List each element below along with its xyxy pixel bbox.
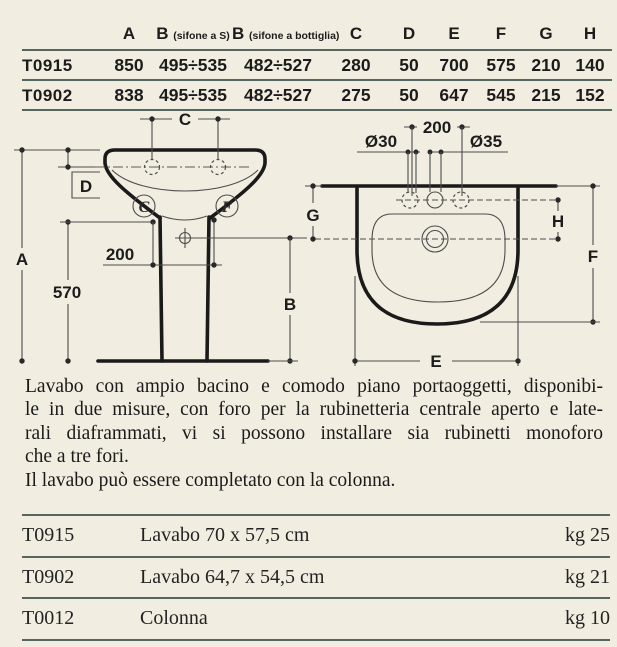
spec-value: 210	[531, 55, 561, 75]
top-view-drawing	[305, 118, 600, 371]
pedestal-left-edge	[160, 217, 162, 361]
bowl-underside-curve	[162, 216, 207, 220]
description-line: Lavabo con ampio bacino e comodo piano portaoggetti, disponibi-	[25, 376, 603, 397]
product-row	[22, 514, 610, 556]
header-letter: H	[583, 24, 597, 43]
front-view-drawing	[14, 110, 307, 364]
description-paragraph	[25, 375, 603, 492]
product-code: T0915	[22, 524, 75, 547]
spec-header-f	[478, 24, 524, 44]
dim-dot	[211, 217, 216, 222]
product-weight: kg 21	[565, 565, 610, 588]
hole-diameter-label-35: Ø35	[469, 132, 503, 151]
dim-label-570: 570	[52, 283, 82, 302]
description-line: le in due misure, con foro per la rubinetteria centrale aperto e late-	[25, 399, 603, 421]
header-letter: B	[156, 24, 169, 43]
dim-label-200-top: 200	[422, 118, 452, 137]
product-weight: kg 10	[565, 607, 610, 630]
spec-table-header-row	[22, 24, 612, 51]
product-weight: kg 25	[565, 524, 610, 547]
dim-dot	[65, 147, 70, 152]
spec-table-row	[22, 51, 612, 81]
circled-label-c: C	[138, 199, 150, 216]
description-line: rali diaframmati, vi si possono installare sia rubinetti monoforo	[25, 422, 603, 444]
spec-header-h	[568, 24, 612, 44]
circled-label-f: F	[221, 199, 233, 216]
dim-dot	[65, 164, 70, 169]
spec-value: 700	[439, 55, 469, 75]
header-letter: C	[349, 24, 363, 43]
dim-label-d: D	[79, 177, 93, 196]
dim-dot	[590, 183, 595, 188]
dim-label-a: A	[15, 250, 29, 269]
spec-value: 50	[399, 55, 419, 75]
dim-dot	[150, 262, 155, 267]
spec-table	[22, 24, 612, 111]
header-note: (sifone a S)	[173, 30, 230, 42]
dim-dot	[352, 358, 357, 363]
header-letter: B	[232, 24, 245, 43]
table-bottom-rule	[22, 639, 610, 641]
technical-drawings	[0, 108, 617, 376]
dim-dot	[19, 358, 24, 363]
product-code: T0902	[22, 86, 73, 105]
bowl-inner-rim	[372, 214, 505, 302]
hole-diameter-label-30: Ø30	[364, 132, 398, 151]
spec-value: 280	[341, 55, 371, 75]
spec-header-d	[388, 24, 430, 44]
spec-value: 152	[575, 85, 605, 105]
dim-dot	[211, 262, 216, 267]
dim-label-b: B	[283, 295, 297, 314]
spec-value: 50	[399, 85, 419, 105]
spec-value: 495÷535	[158, 85, 227, 105]
spec-header-b1	[154, 24, 232, 44]
header-note: (sifone a bottiglia)	[249, 30, 340, 42]
pedestal-right-edge	[207, 217, 209, 361]
dim-label-g: G	[306, 206, 320, 225]
description-line: che a tre fori.	[25, 446, 129, 468]
spec-table-row	[22, 81, 612, 111]
description-line: Il lavabo può essere completato con la colonna.	[25, 469, 396, 491]
bowl-outer-outline	[357, 188, 518, 324]
header-letter: E	[448, 24, 460, 43]
product-name: Colonna	[140, 607, 208, 630]
product-code: T0915	[22, 56, 73, 75]
spec-value: 482÷527	[243, 85, 312, 105]
dim-label-e: E	[430, 352, 442, 371]
dim-label-c: C	[178, 110, 192, 129]
dim-label-200: 200	[105, 245, 135, 264]
product-code: T0902	[22, 565, 75, 588]
spec-value: 140	[575, 55, 605, 75]
dim-dot	[19, 147, 24, 152]
dim-dot	[149, 116, 154, 121]
dim-dot	[65, 358, 70, 363]
basin-outline	[105, 150, 265, 218]
product-row	[22, 597, 610, 639]
spec-value: 838	[114, 85, 144, 105]
product-code: T0012	[22, 607, 75, 630]
header-letter: D	[402, 24, 416, 43]
dim-dot	[555, 197, 560, 202]
spec-value: 545	[486, 85, 516, 105]
dim-dot	[555, 236, 560, 241]
product-name: Lavabo 70 x 57,5 cm	[140, 524, 310, 547]
spec-header-c	[324, 24, 388, 44]
spec-value: 275	[341, 85, 371, 105]
dim-label-f: F	[587, 247, 599, 266]
spec-value: 482÷527	[243, 55, 312, 75]
product-row	[22, 556, 610, 598]
dim-dot	[515, 358, 520, 363]
header-letter: G	[539, 24, 553, 43]
product-table	[22, 514, 610, 641]
spec-value: 575	[486, 55, 516, 75]
dim-label-h: H	[551, 212, 565, 231]
dim-dot	[215, 116, 220, 121]
product-name: Lavabo 64,7 x 54,5 cm	[140, 565, 325, 588]
spec-header-b2	[232, 24, 340, 44]
dim-dot	[310, 183, 315, 188]
spec-header-a	[104, 24, 154, 44]
spec-header-e	[430, 24, 478, 44]
bowl-inner-curve	[112, 170, 258, 191]
spec-value: 647	[439, 85, 469, 105]
spec-value: 215	[531, 85, 561, 105]
spec-header-g	[524, 24, 568, 44]
header-letter: F	[495, 24, 507, 43]
drain-crosshair-lines	[175, 228, 195, 248]
header-letter: A	[122, 24, 136, 43]
dim-dot	[310, 236, 315, 241]
spec-value: 850	[114, 55, 144, 75]
spec-value: 495÷535	[158, 55, 227, 75]
